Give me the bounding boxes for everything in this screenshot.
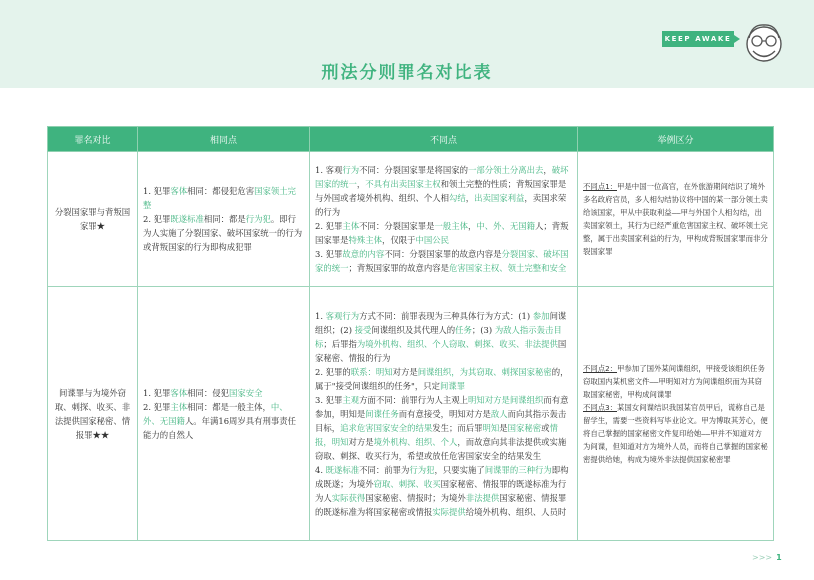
highlight-text: 一部分领土分离出去	[468, 165, 544, 175]
text-segment: ，	[468, 221, 477, 231]
crime-name-cell: 间谍罪与为境外窃取、刺探、收买、非法提供国家秘密、情报罪★★	[48, 287, 138, 541]
highlight-text: 特殊主体	[348, 235, 382, 245]
text-segment: ，而故意向其非法提供或实施窃取、刺探、收买行为，希望或放任危害国家安全的结果发生	[315, 436, 567, 461]
highlight-text: 破坏国家的统一	[315, 165, 569, 189]
highlight-text: 实际提供	[432, 506, 466, 517]
same-cell	[138, 287, 310, 541]
text-segment: 对方是	[348, 436, 374, 447]
table-row	[48, 287, 774, 541]
highlight-text: 客体	[170, 387, 188, 398]
highlight-text: 分裂国家、破坏国家的统一	[315, 249, 569, 273]
diff-cell	[310, 287, 578, 541]
highlight-text: 主体	[342, 221, 360, 231]
page-arrows: >>>	[752, 553, 773, 562]
text-segment: ，仅限于	[382, 235, 416, 245]
text-segment: 某国女间谍结识我国某官员甲后，谎称自己是留学生，需要一些资料写毕业论文。甲为博取其芳心，便将自己掌握的国家秘密文件复印给她——甲并不知道对方为间谍，但知道对方为境外人员，而将自己掌握的国家秘密提供给她，构成为境外非法提供国家秘密罪	[583, 402, 768, 464]
highlight-text: 中、外、无国籍	[143, 401, 288, 426]
highlight-text: 国家安全	[229, 387, 263, 398]
highlight-text: 客体	[170, 186, 188, 196]
highlight-text: 既遂标准	[325, 464, 360, 475]
text-segment: 对方是	[392, 366, 418, 377]
comparison-table	[47, 126, 774, 541]
text-segment: 国家秘密、情报罪的既遂标准为行为人	[315, 478, 567, 503]
text-segment: 间谍组织及其代理人的	[371, 324, 456, 335]
text-segment: ，	[356, 179, 366, 189]
text-segment: ；后罪指	[323, 338, 357, 349]
text-segment: 国家秘密、情报的行为	[315, 338, 567, 363]
highlight-text: 客观行为	[325, 310, 360, 321]
highlight-text: 参加	[532, 310, 550, 321]
text-segment: 不同：分裂国家罪是	[359, 221, 435, 231]
text-segment: 甲参加了国外某间谍组织，甲接受该组织任务窃取国内某机密文件——甲明知对方为间谍组织而为其窃取国家秘密，甲构成间谍罪	[583, 363, 765, 399]
highlight-text: 间谍罪的三种行为	[484, 464, 552, 475]
text-segment: 2. 犯罪	[143, 214, 171, 224]
text-segment: 2. 犯罪	[143, 401, 171, 412]
same-cell	[138, 152, 310, 287]
table-header-row	[48, 127, 774, 152]
example-cell	[578, 287, 774, 541]
text-segment: 国家秘密、情报时；为境外	[365, 492, 466, 503]
header-example: 举例区分	[578, 127, 774, 152]
highlight-text: 中国公民	[415, 235, 449, 245]
text-segment: ；背叛国家罪的故意内容是	[348, 263, 449, 273]
text-segment: 或	[541, 422, 550, 433]
highlight-text: 不具有出卖国家主权	[365, 179, 441, 189]
text-segment: 2. 犯罪	[315, 221, 343, 231]
highlight-text: 非法提供	[465, 492, 500, 503]
page-title: 刑法分则罪名对比表	[321, 63, 493, 83]
highlight-text: 联系	[350, 366, 368, 377]
text-segment: ，	[543, 165, 552, 175]
text-segment: 而有意参加，明知是	[315, 394, 569, 419]
text-segment: 和领土完整的性质；背叛国家罪是与外国或者境外机构、组织、个人相	[315, 179, 567, 203]
highlight-text: 勾结	[449, 193, 466, 203]
highlight-text: 实际获得	[331, 492, 366, 503]
text-segment: ，	[465, 193, 475, 203]
keep-awake-tag: KEEP AWAKE	[662, 31, 734, 47]
highlight-text: 窃取、刺探、收买	[373, 478, 441, 489]
highlight-text: 故意的内容	[342, 249, 385, 259]
header-name: 罪名对比	[48, 127, 138, 152]
highlight-text: 任务	[455, 324, 472, 335]
highlight-text: 国家领土完整	[143, 186, 297, 210]
text-segment: 1. 犯罪	[143, 387, 171, 398]
header-diff: 不同点	[310, 127, 578, 152]
highlight-text: ，为其窃取、刺探国家秘密	[451, 366, 552, 377]
text-segment: 相同：都侵犯危害	[187, 186, 255, 196]
text-segment: 是	[499, 422, 508, 433]
highlight-text: 为境外机构、组织、个人窃取、刺探、收买、非法提供	[356, 338, 558, 349]
text-segment: 即构成既遂；为境外	[315, 464, 569, 489]
text-segment: 。即行为人实施了分裂国家、破坏国家统一的行为或背叛国家的行为即构成犯罪	[143, 214, 303, 252]
example-heading: 不同点3：	[583, 402, 618, 412]
crime-name-cell: 分裂国家罪与背叛国家罪★	[48, 152, 138, 287]
highlight-text: 中、外、无国籍	[476, 221, 536, 231]
highlight-text: ，明知	[323, 436, 349, 447]
text-segment: 相同：都是一般主体，	[187, 401, 271, 412]
text-segment: 而向其指示轰击目标，	[315, 408, 567, 433]
text-segment: 不同：前罪为	[359, 464, 410, 475]
text-segment: 而有意接受，明知对方是	[398, 408, 491, 419]
highlight-text: 明知对方是间谍组织	[468, 394, 544, 405]
page-number-value: 1	[776, 553, 782, 562]
highlight-text: 追求危害国家安全的结果	[340, 422, 433, 433]
highlight-text: 危害国家主权、领土完整和安全	[449, 263, 567, 273]
highlight-text: 间谍任务	[365, 408, 399, 419]
highlight-text: 境外机构、组织、个人	[373, 436, 458, 447]
text-segment: 给境外机构、组织、人员时	[465, 506, 567, 517]
highlight-text: 敌人	[490, 408, 508, 419]
table-row	[48, 152, 774, 287]
highlight-text: 明知	[482, 422, 500, 433]
highlight-text: 行为犯	[245, 214, 271, 224]
text-segment: 1. 犯罪	[143, 186, 171, 196]
highlight-text: 出卖国家利益	[474, 193, 525, 203]
text-segment: 3. 犯罪	[315, 249, 343, 259]
diff-cell	[310, 152, 578, 287]
highlight-text: 为敌人指示轰击目标	[315, 324, 562, 349]
text-segment: 的，属于"接受间谍组织的任务"，只定	[315, 366, 569, 391]
highlight-text: 行为犯	[409, 464, 435, 475]
text-segment: 1. 客观	[315, 165, 343, 175]
highlight-text: 主体	[170, 401, 188, 412]
text-segment: 国家秘密、情报罪的既遂标准为将国家秘密或情报	[315, 492, 567, 517]
highlight-text: 既遂标准	[170, 214, 204, 224]
text-segment: ，卖国求荣的行为	[315, 193, 567, 217]
text-segment: 3. 犯罪	[315, 394, 343, 405]
highlight-text: 情报	[315, 422, 558, 447]
header-same: 相同点	[138, 127, 310, 152]
highlight-text: 间谍组织	[417, 366, 452, 377]
highlight-text: 主观	[342, 394, 360, 405]
text-segment: 发生；而后罪	[432, 422, 483, 433]
page-number	[752, 553, 782, 562]
text-segment: 人；背叛国家罪是	[315, 221, 569, 245]
text-segment: 1.	[315, 310, 326, 321]
highlight-text: 国家秘密	[507, 422, 542, 433]
text-segment: 相同：都是	[203, 214, 246, 224]
text-segment: 间谍组织；(2)	[315, 310, 567, 335]
highlight-text: 行为	[342, 165, 360, 175]
text-segment: 甲是中国一位高官，在外旅游期间结识了境外多名政府官员，多人相勾结协议将中国的某一部分领土卖给该国家，甲从中获取利益——甲与外国个人相勾结，出卖国家领土，其行为已经严重危害国家主权、破坏领土完整，属于出卖国家利益的行为，甲构成背叛国家罪而非分裂国家罪	[583, 182, 768, 256]
text-segment: 相同：侵犯	[187, 387, 230, 398]
text-segment: ；(3)	[471, 324, 495, 335]
highlight-text: ：明知	[367, 366, 393, 377]
text-segment: 不同：分裂国家罪的故意内容是	[384, 249, 502, 259]
highlight-text: 接受	[354, 324, 372, 335]
text-segment: 不同：分裂国家罪是将国家的	[359, 165, 469, 175]
example-heading: 不同点2：	[583, 363, 618, 373]
highlight-text: 一般主体	[434, 221, 469, 231]
example-heading: 不同点1：	[583, 182, 618, 191]
text-segment: 4.	[315, 464, 326, 475]
highlight-text: 间谍罪	[439, 380, 466, 391]
text-segment: 2. 犯罪的	[315, 366, 351, 377]
text-segment: 方式不同：前罪表现为三种具体行为方式：(1)	[359, 310, 533, 321]
example-cell	[578, 152, 774, 287]
text-segment: 方面不同：前罪行为人主观上	[359, 394, 469, 405]
text-segment: 人。年满16周岁具有刑事责任能力的自然人	[143, 415, 297, 440]
text-segment: ，只要实施了	[434, 464, 485, 475]
